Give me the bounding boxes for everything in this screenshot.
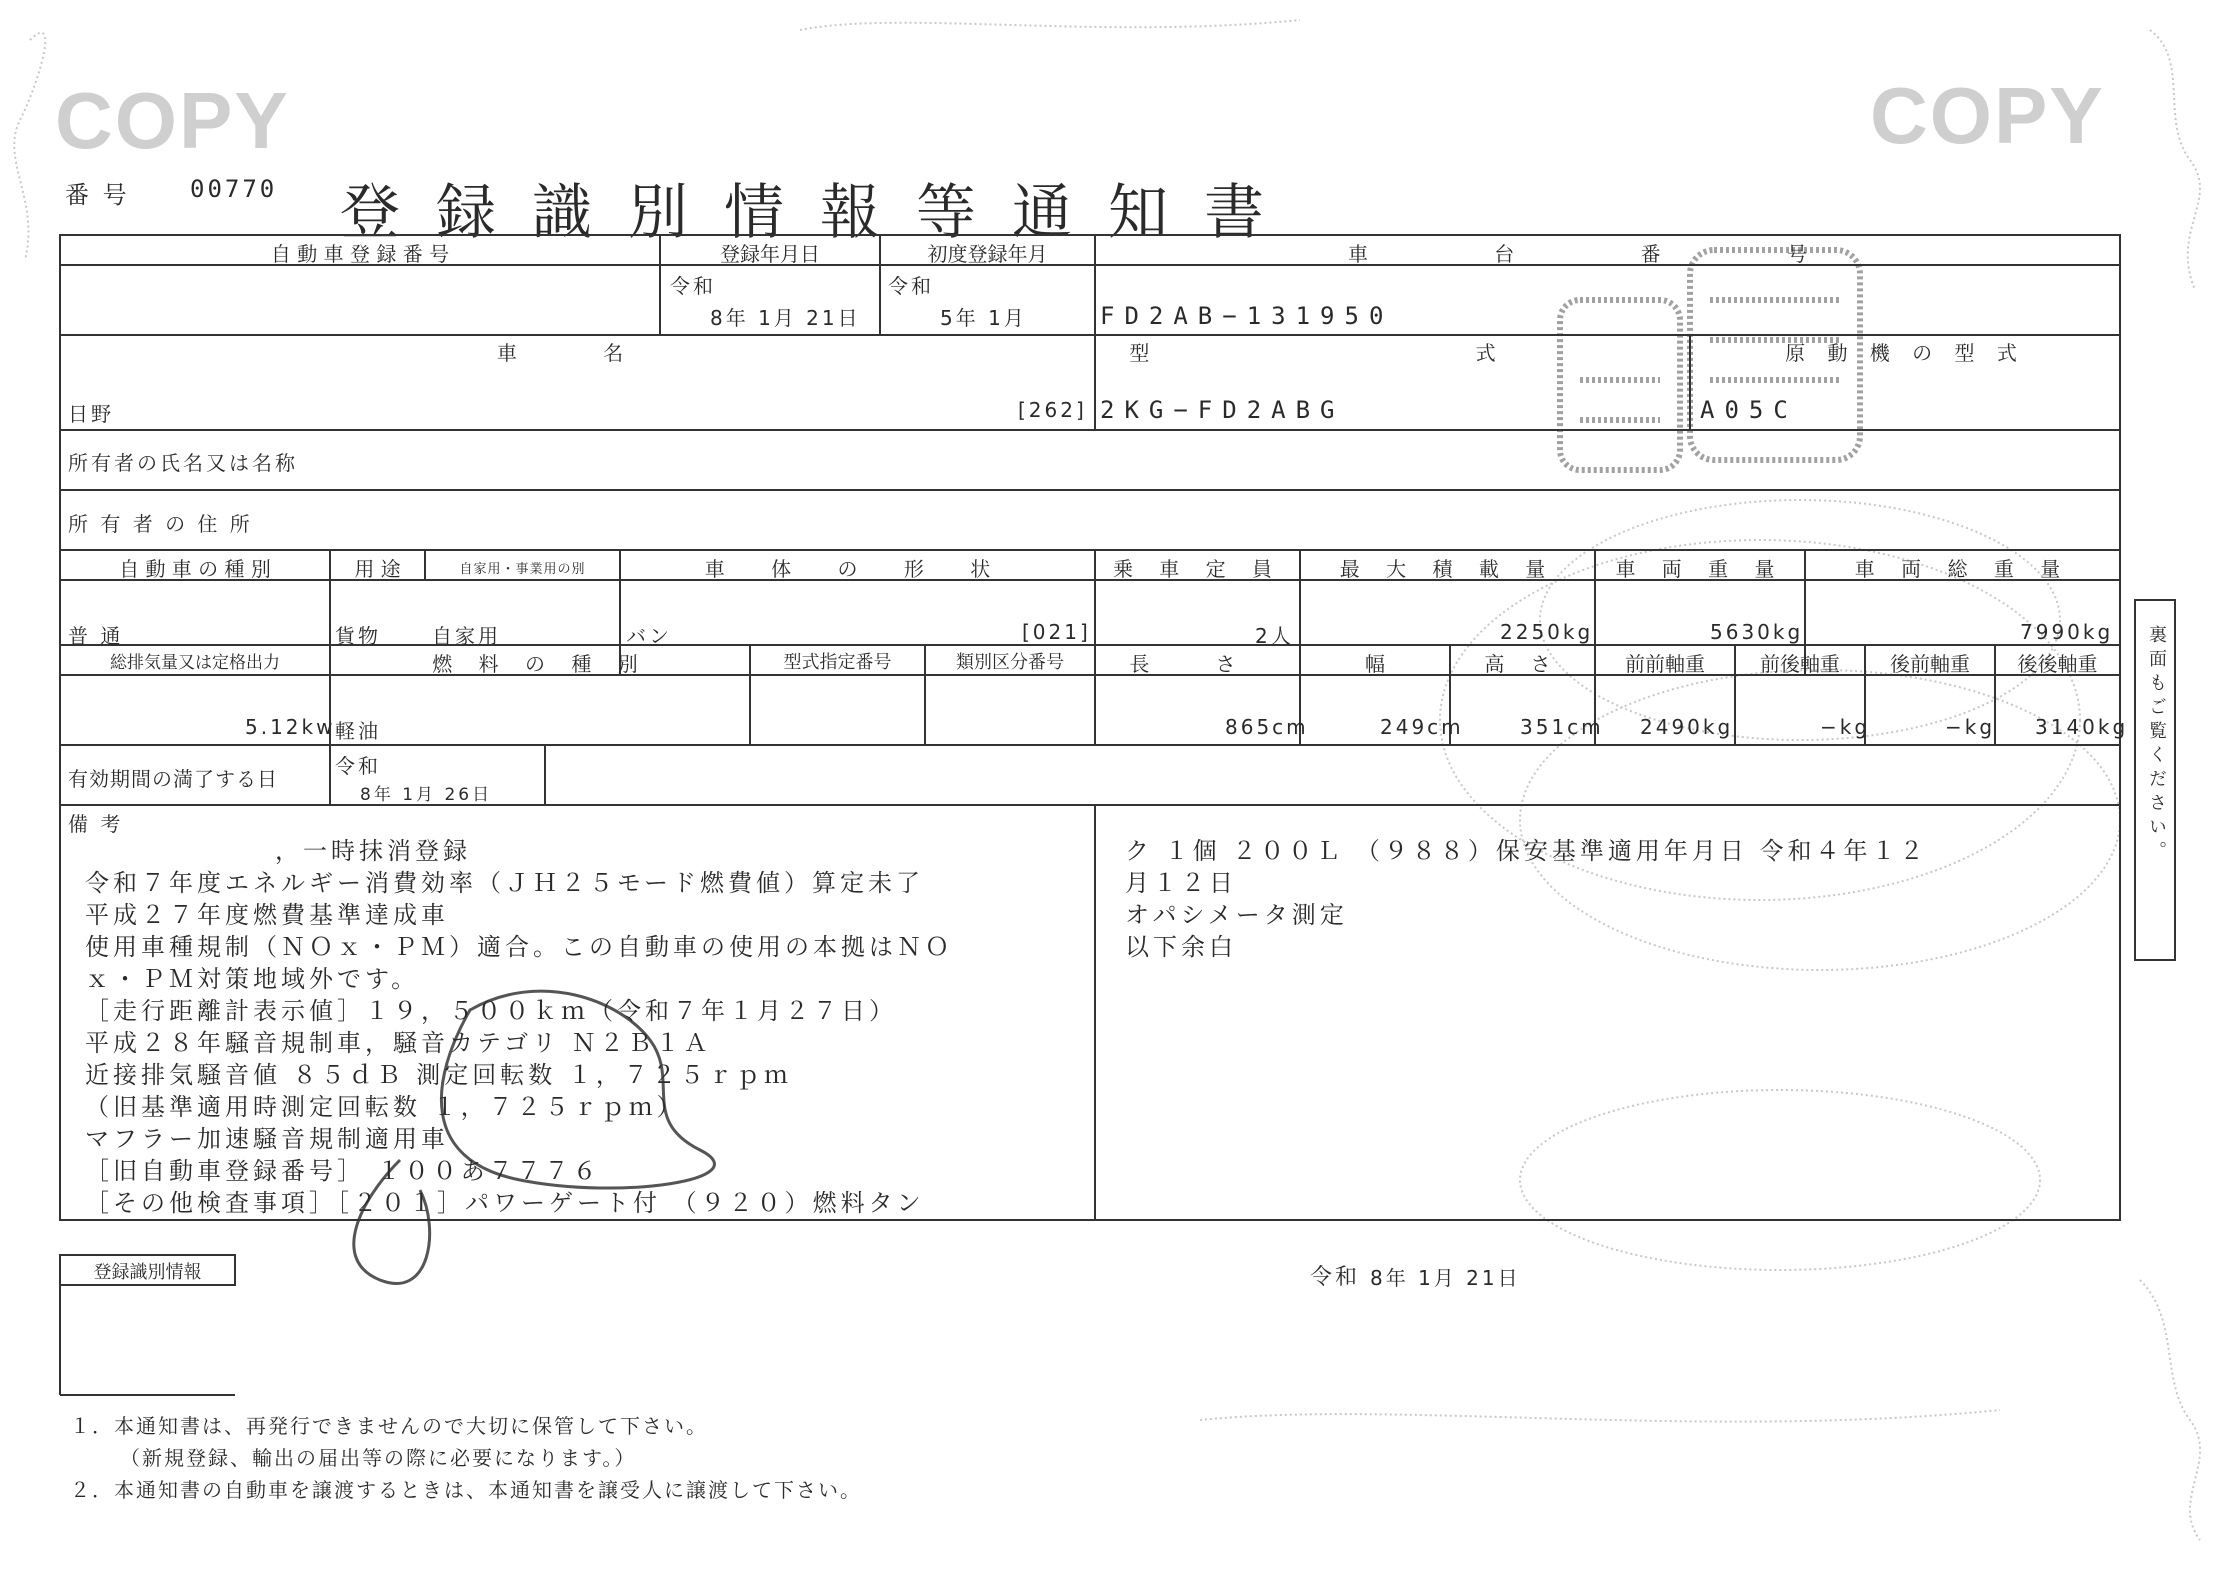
length-header: 長 さ	[1129, 652, 1266, 676]
expiry-era: 令和	[335, 754, 381, 778]
remarks-line: 令和７年度エネルギー消費効率（ＪＨ２５モード燃費値）算定未了	[85, 869, 925, 897]
vehicle-use: 貨物	[335, 624, 381, 648]
vehicle-make: 日野	[68, 402, 114, 426]
remarks-line: 使用車種規制（ＮＯｘ・ＰＭ）適合。この自動車の使用の本拠はＮＯ	[85, 933, 953, 961]
reg-number-header: 自 動 車 登 録 番 号	[270, 242, 450, 266]
category-number-header: 類別区分番号	[956, 652, 1064, 673]
gross-weight: 7990kg	[2020, 620, 2114, 644]
remarks-line: ［走行距離計表示値］１９，５００ｋｍ（令和７年１月２７日）	[85, 997, 897, 1025]
first-reg-era: 令和	[888, 274, 934, 298]
remarks-line: 平成２７年度燃費基準達成車	[85, 901, 449, 929]
height-value: 351cm	[1520, 715, 1604, 739]
remarks-left	[85, 835, 953, 1219]
width-value: 249cm	[1380, 715, 1464, 739]
gross-weight-header: 車 両 総 重 量	[1854, 557, 2071, 581]
vehicle-weight: 5630kg	[1710, 620, 1804, 644]
side-note: 裏面もご覧ください。	[2146, 625, 2167, 865]
reg-era: 令和	[670, 274, 716, 298]
serial-label: 番 号	[65, 181, 130, 209]
remarks-label: 備 考	[68, 812, 124, 836]
copy-watermark-left: COPY	[55, 76, 290, 165]
issue-era: 令和	[1310, 1265, 1361, 1290]
max-load-header: 最 大 積 載 量	[1339, 557, 1556, 581]
chassis-number: FD2AB−131950	[1100, 302, 1394, 330]
remarks-right	[1125, 835, 1928, 963]
remarks-line: 近接排気騒音値 ８５ｄＢ 測定回転数 １，７２５ｒｐｍ	[85, 1061, 792, 1089]
remarks-line: ｘ・ＰＭ対策地域外です。	[85, 965, 420, 993]
rear-front-axle-header: 後前軸重	[1890, 652, 1970, 676]
expiry-label: 有効期間の満了する日	[68, 767, 278, 791]
body-shape: バン	[626, 624, 672, 648]
remarks-line: ［その他検査事項］［２０１］パワーゲート付 （９２０）燃料タン	[85, 1189, 925, 1217]
vehicle-kind-header: 自 動 車 の 種 別	[119, 557, 271, 581]
document-title: 登録識別情報等通知書	[340, 178, 1300, 248]
rear-rear-axle-value: 3140kg	[2035, 715, 2129, 739]
remarks-line: 以下余白	[1125, 933, 1237, 961]
reg-date-header: 登録年月日	[720, 242, 820, 266]
front-rear-axle-value: −kg	[1820, 715, 1871, 739]
passenger-capacity: 2人	[1255, 624, 1294, 648]
footer-note-1-sub: （新規登録、輸出の届出等の際に必要になります。）	[120, 1446, 637, 1470]
owner-address-label: 所 有 者 の 住 所	[68, 512, 253, 536]
front-rear-axle-header: 前後軸重	[1760, 652, 1840, 676]
reg-date-value: 8年 1月 21日	[710, 306, 861, 330]
first-reg-header: 初度登録年月	[927, 242, 1048, 266]
remarks-line: マフラー加速騒音規制適用車	[85, 1125, 449, 1153]
type-designation-header: 型式指定番号	[783, 652, 892, 673]
fuel-type-header: 燃 料 の 種 別	[432, 652, 648, 676]
private-commercial: 自家用	[432, 624, 501, 648]
vehicle-weight-header: 車 両 重 量	[1615, 557, 1785, 581]
private-commercial-header: 自家用・事業用の別	[459, 562, 586, 577]
remarks-line: オパシメータ測定	[1125, 901, 1348, 929]
remarks-line: 月１２日	[1125, 869, 1237, 897]
first-reg-value: 5年 1月	[940, 306, 1027, 330]
vehicle-make-code: [262]	[1018, 398, 1087, 422]
engine-model: A05C	[1700, 396, 1798, 424]
displacement-header: 総排気量又は定格出力	[110, 653, 280, 673]
footer-note-1: １．本通知書は、再発行できませんので大切に保管して下さい。	[70, 1414, 708, 1438]
registration-id-label: 登録識別情報	[93, 1262, 202, 1283]
footer-note-2: ２．本通知書の自動車を譲渡するときは、本通知書を譲受人に譲渡して下さい。	[70, 1478, 862, 1502]
max-load: 2250kg	[1500, 620, 1594, 644]
rear-front-axle-value: −kg	[1945, 715, 1996, 739]
remarks-line: ，一時抹消登録	[275, 837, 471, 865]
front-front-axle-header: 前前軸重	[1625, 652, 1705, 676]
chassis-header: 車 台 番 号	[1347, 242, 1868, 266]
remarks-line: ［旧自動車登録番号］ １００あ７７７６	[85, 1157, 601, 1185]
remarks-line: ク １個 ２００Ｌ （９８８）保安基準適用年月日 令和４年１２	[1125, 837, 1928, 865]
rear-rear-axle-header: 後後軸重	[2017, 652, 2098, 676]
issue-date: 8年 1月 21日	[1370, 1266, 1521, 1290]
width-header: 幅	[1365, 652, 1385, 676]
vehicle-model: 2KG−FD2ABG	[1100, 396, 1345, 424]
body-shape-header: 車 体 の 形 状	[704, 557, 1011, 581]
copy-watermark-right: COPY	[1870, 71, 2105, 160]
serial-value: 00770	[190, 175, 278, 203]
capacity-header: 乗 車 定 員	[1112, 557, 1283, 581]
body-shape-code: [021]	[1022, 620, 1091, 644]
front-front-axle-value: 2490kg	[1640, 715, 1734, 739]
remarks-line: 平成２８年騒音規制車，騒音カテゴリ Ｎ２Ｂ１Ａ	[85, 1029, 712, 1057]
remarks-line: （旧基準適用時測定回転数 １，７２５ｒｐｍ）	[85, 1093, 685, 1121]
vehicle-name-header: 車 名	[496, 341, 664, 365]
use-header: 用 途	[354, 557, 401, 581]
expiry-date: 8年 1月 26日	[360, 785, 493, 805]
displacement: 5.12kw	[245, 715, 336, 739]
owner-name-label: 所有者の氏名又は名称	[68, 451, 298, 475]
engine-model-header: 原 動 機 の 型 式	[1785, 341, 2025, 365]
height-header: 高 さ	[1484, 652, 1561, 676]
model-header: 型 式	[1129, 341, 1656, 365]
fuel-type: 軽油	[335, 719, 381, 743]
length-value: 865cm	[1225, 715, 1309, 739]
vehicle-kind: 普 通	[68, 624, 124, 648]
